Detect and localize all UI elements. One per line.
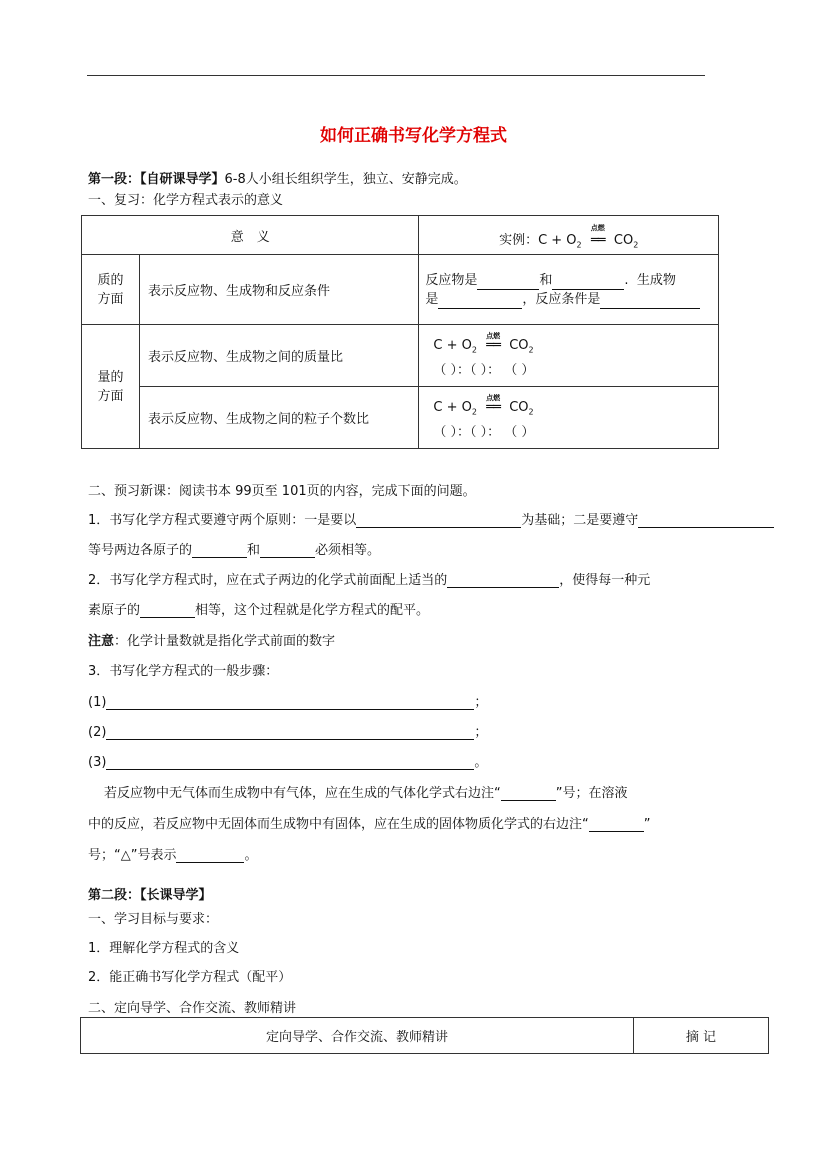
question-2-line2: 素原子的 相等，这个过程就是化学方程式的配平。	[88, 603, 430, 618]
section2-heading: 第二段：【长课导学】	[88, 888, 212, 903]
blank-atom-count[interactable]	[140, 603, 195, 618]
page-title: 如何正确书写化学方程式	[320, 126, 507, 146]
blank-gas-symbol[interactable]	[501, 786, 556, 801]
header-rule	[87, 75, 705, 76]
example-product: CO	[613, 232, 634, 248]
example-prefix: 实例：C + O	[499, 232, 577, 248]
step-2: (2) ；	[88, 725, 488, 740]
row-quality-label: 质的方面	[82, 255, 140, 325]
solid-rule: 中的反应，若反应物中无固体而生成物中有固体，应在生成的固体物质化学式的右边注“ ”	[88, 817, 651, 832]
row-mass-meaning: 表示反应物、生成物之间的质量比	[140, 325, 419, 387]
notes-col-guide: 定向导学、合作交流、教师精讲	[81, 1018, 634, 1054]
goals-heading: 一、学习目标与要求：	[88, 912, 219, 927]
blank-coefficient[interactable]	[447, 573, 559, 588]
step-3: (3) 。	[88, 755, 488, 770]
preview-heading: 二、预习新课：阅读书本 99页至 101页的内容，完成下面的问题。	[88, 484, 476, 499]
row-quality-meaning: 表示反应物、生成物和反应条件	[140, 255, 419, 325]
notes-table	[80, 1017, 769, 1054]
example-product-sub: 2	[633, 240, 639, 250]
notes-col-notes: 摘 记	[634, 1018, 769, 1054]
section1-heading	[88, 168, 467, 187]
row-mass-example: $C + O_2$ 点燃 ══ $CO_2$ （ ）：（ ）： （ ）	[419, 325, 719, 387]
blank-step-2[interactable]	[106, 725, 474, 740]
triangle-rule: 号；“△”号表示 。	[88, 848, 258, 863]
question-1-line2: 等号两边各原子的 和 必须相等。	[88, 543, 381, 558]
section1-instruction: 6-8人小组长组织学生，独立、安静完成。	[224, 172, 467, 187]
step-1: (1) ；	[88, 695, 488, 710]
particle-ratio-blanks[interactable]: （ ）：（ ）： （ ）	[433, 424, 535, 440]
gas-rule: 若反应物中无气体而生成物中有气体，应在生成的气体化学式右边注“ ”号；在溶液	[104, 786, 628, 801]
review-heading: 一、复习：化学方程式表示的意义	[88, 193, 284, 208]
equals-with-condition: 点燃 ══	[586, 233, 610, 248]
row-particle-meaning: 表示反应物、生成物之间的粒子个数比	[140, 387, 419, 449]
blank-step-3[interactable]	[106, 755, 474, 770]
question-2-line1: 2．书写化学方程式时，应在式子两边的化学式前面配上适当的 ，使得每一种元	[88, 573, 651, 588]
table1-header-example	[419, 216, 719, 255]
blank-atom-number[interactable]	[260, 543, 315, 558]
blank-reactant-2[interactable]	[552, 275, 624, 290]
row-quantity-label: 量的方面	[82, 325, 140, 449]
question-1-line1: 1．书写化学方程式要遵守两个原则：一是要以 为基础；二是要遵守	[88, 509, 774, 528]
blank-reactant-1[interactable]	[477, 275, 539, 290]
blank-principle-2[interactable]	[638, 513, 774, 528]
goal-1: 1．理解化学方程式的含义	[88, 941, 240, 956]
mass-ratio-blanks[interactable]: （ ）：（ ）： （ ）	[433, 362, 535, 378]
blank-condition[interactable]	[600, 294, 700, 309]
blank-atom-type[interactable]	[192, 543, 247, 558]
blank-triangle-meaning[interactable]	[176, 848, 244, 863]
section1-bold: 第一段：【自研课导学】	[88, 172, 225, 187]
note: 注意：化学计量数就是指化学式前面的数字	[88, 634, 336, 649]
condition-label: 点燃	[590, 223, 605, 232]
blank-solid-symbol[interactable]	[589, 817, 644, 832]
example-sub: 2	[576, 240, 582, 250]
guide-heading: 二、定向导学、合作交流、教师精讲	[88, 1001, 297, 1016]
meaning-table	[81, 215, 719, 449]
blank-product[interactable]	[438, 294, 522, 309]
blank-step-1[interactable]	[106, 695, 474, 710]
row-particle-example: $C + O_2$ 点燃 ══ $CO_2$ （ ）：（ ）： （ ）	[419, 387, 719, 449]
goal-2: 2．能正确书写化学方程式（配平）	[88, 970, 292, 985]
table1-header-meaning: 意 义	[82, 216, 419, 255]
row-quality-example: 反应物是 和 . 生成物 是 ，反应条件是	[419, 255, 719, 325]
blank-principle-1[interactable]	[356, 513, 521, 528]
question-3: 3．书写化学方程式的一般步骤：	[88, 664, 279, 679]
